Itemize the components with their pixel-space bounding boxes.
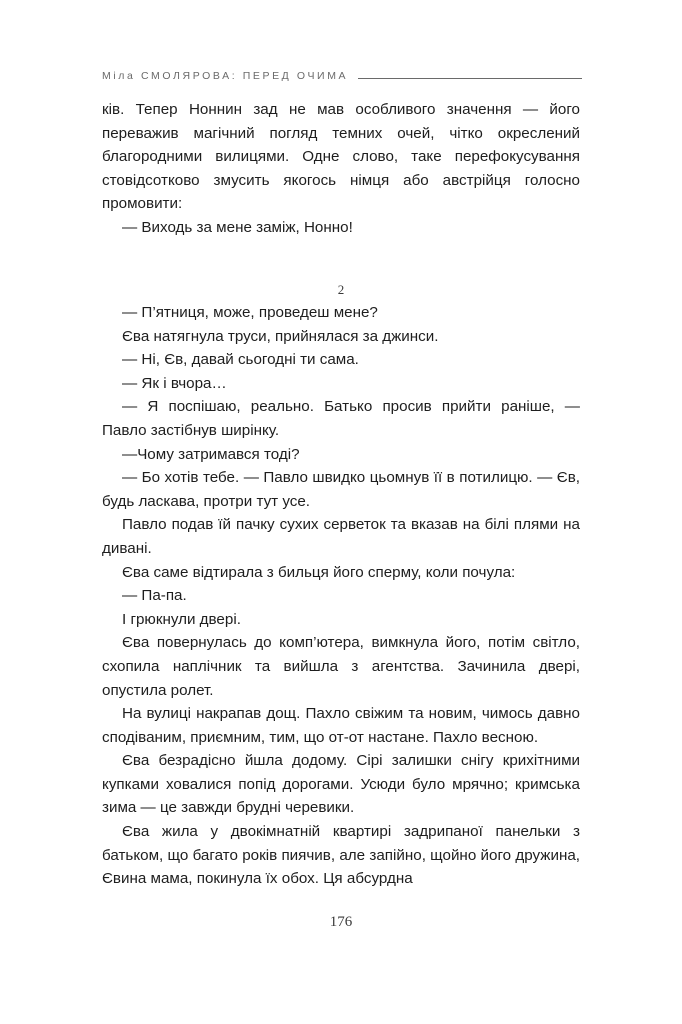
paragraph: Єва натягнула труси, прийнялася за джинси.	[122, 327, 439, 345]
paragraph: — Ні, Єв, давай сьогодні ти сама.	[122, 351, 359, 369]
running-title: Міла СМОЛЯРОВА: ПЕРЕД ОЧИМА	[102, 70, 349, 82]
paragraph: Єва саме відтирала з бильця його сперму, коли почула:	[122, 563, 516, 581]
paragraph: ків. Тепер Ноннин зад не мав особливого значення — його переважив магічний погляд темних очей, чітко окреслений благородними вилицями. Одне слово, таке перефокусування стовідсотково змусить якогось німця або австрійця голосно промовити:	[102, 101, 580, 213]
paragraph: І грюкнули двері.	[122, 610, 241, 628]
paragraph: — Як і вчора…	[122, 374, 227, 392]
paragraph: — Я поспішаю, реально. Батько просив прийти раніше, — Павло застібнув ширінку.	[102, 398, 580, 439]
paragraph: — Бо хотів тебе. — Павло швидко цьомнув її в потилицю. — Єв, будь ласкава, протри тут усе.	[102, 469, 580, 510]
paragraph: Єва безрадісно йшла додому. Сірі залишки снігу крихітними купками ховалися попід дорогами. Усюди було мрячно; кримська зима — це завжди брудні черевики.	[102, 752, 580, 817]
paragraph: —Чому затримався тоді?	[122, 445, 300, 463]
paragraph: На вулиці накрапав дощ. Пахло свіжим та новим, чимось давно сподіваним, приємним, тим, що от-от настане. Пахло весною.	[102, 705, 580, 746]
paragraph: Єва жила у двокімнатній квартирі задрипаної панельки з батьком, що багато років пиячив, але запійно, щойно його дружина, Євина мама, покинула їх обох. Ця абсурдна	[102, 823, 580, 888]
header-rule	[358, 78, 582, 79]
main-text-block	[102, 301, 580, 891]
paragraph: Павло подав їй пачку сухих серветок та вказав на білі плями на дивані.	[102, 516, 580, 557]
section-number: 2	[337, 282, 345, 297]
paragraph: — П’ятниця, може, проведеш мене?	[122, 304, 378, 321]
paragraph: — Па-па.	[122, 587, 187, 605]
running-header	[102, 68, 582, 84]
paragraph: Єва повернулась до комп’ютера, вимкнула його, потім світло, схопила наплічник та вийшла з агентства. Зачинила двері, опустила ролет.	[102, 634, 580, 699]
page-number: 176	[329, 914, 353, 930]
paragraph: — Виходь за мене заміж, Нонно!	[122, 218, 353, 236]
top-text-block	[102, 98, 580, 240]
